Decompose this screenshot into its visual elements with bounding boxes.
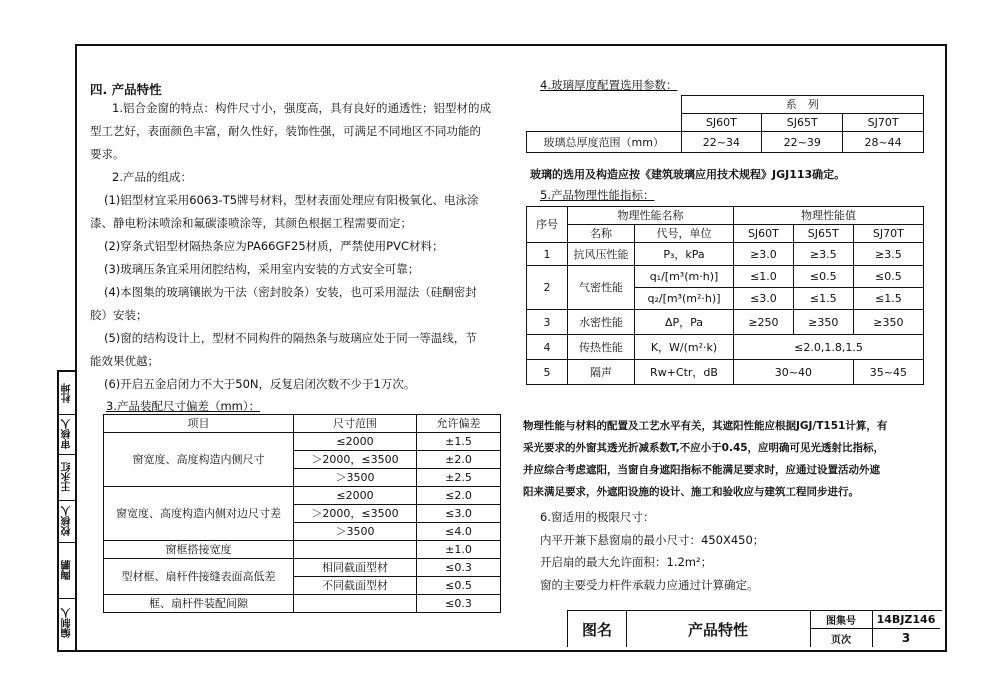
perf-val: ≤3.0 bbox=[734, 288, 794, 310]
title-block bbox=[567, 610, 942, 647]
glass-value: 22~34 bbox=[681, 132, 762, 153]
limit-line: 开启扇的最大允许面积：1.2m²； bbox=[540, 555, 713, 569]
set-number: 14BJZ146 bbox=[872, 611, 940, 629]
limit-line: 内平开兼下悬窗扇的最小尺寸：450X450； bbox=[540, 533, 765, 547]
row-range: 相同截面型材 bbox=[294, 559, 417, 577]
sidebar-text: 编制人 bbox=[62, 608, 73, 638]
sidebar-text: 审核人 bbox=[62, 419, 73, 449]
note-line: 物理性能与材料的配置及工艺水平有关，其遮阳性能应根据JGJ/T151计算，有 bbox=[523, 420, 888, 432]
perf-val: ≤1.0 bbox=[734, 266, 794, 288]
th-item: 项目 bbox=[104, 415, 294, 433]
row-tol: ≤3.0 bbox=[417, 505, 501, 523]
perf-name: 水密性能 bbox=[568, 310, 635, 335]
perf-no: 4 bbox=[527, 335, 568, 360]
perf-no: 1 bbox=[527, 243, 568, 266]
signature-strip bbox=[57, 370, 76, 652]
sidebar-cell bbox=[59, 500, 76, 543]
glass-note: 玻璃的选用及构造应按《建筑玻璃应用技术规程》JGJ113确定。 bbox=[530, 168, 846, 181]
performance-table bbox=[526, 206, 924, 385]
section-title: 四. 产品特性 bbox=[90, 82, 162, 97]
sidebar-text: 校核人 bbox=[62, 506, 73, 536]
row-item: 窗框搭接宽度 bbox=[104, 541, 294, 559]
glass-value: 28~44 bbox=[843, 132, 924, 153]
para-line: 漆、静电粉沫喷涂和氟碳漆喷涂等，其颜色根据工程需要而定； bbox=[90, 216, 412, 230]
th-sub-name: 名称 bbox=[568, 225, 635, 243]
th-sub-code: 代号，单位 bbox=[635, 225, 734, 243]
para-line: 胶）安装； bbox=[90, 308, 148, 322]
glass-series: SJ70T bbox=[843, 114, 924, 132]
row-item: 型材框、扇杆件接缝表面高低差 bbox=[104, 559, 294, 595]
drawing-name: 产品特性 bbox=[626, 611, 811, 647]
row-range: ＞2000，≤3500 bbox=[294, 451, 417, 469]
perf-no: 3 bbox=[527, 310, 568, 335]
perf-val: ≥3.5 bbox=[793, 243, 853, 266]
sidebar-text: 王永红 bbox=[62, 462, 73, 492]
set-label: 图集号 bbox=[810, 611, 873, 629]
perf-no: 2 bbox=[527, 266, 568, 310]
perf-val-merged: ≤2.0,1.8,1.5 bbox=[734, 335, 924, 360]
th-value: 物理性能值 bbox=[734, 207, 924, 225]
page-label: 页次 bbox=[810, 629, 873, 647]
row-tol: ≤0.3 bbox=[417, 595, 501, 613]
para-line: (5)窗的结构设计上，型材不同构件的隔热条与玻璃应处于同一等温线，节 bbox=[104, 331, 477, 345]
table-title: 3.产品装配尺寸偏差（mm）： bbox=[106, 399, 261, 413]
row-item: 窗宽度、高度构造内侧对边尺寸差 bbox=[104, 487, 294, 541]
row-tol: ≤0.3 bbox=[417, 559, 501, 577]
para-line: (6)开启五金启闭力不大于50N，反复启闭次数不少于1万次。 bbox=[104, 377, 416, 391]
th-tol: 允许偏差 bbox=[417, 415, 501, 433]
row-tol: ≤2.0 bbox=[417, 487, 501, 505]
row-tol: ±1.5 bbox=[417, 433, 501, 451]
perf-val-merged: 30~40 bbox=[734, 360, 854, 385]
perf-name: 气密性能 bbox=[568, 266, 635, 310]
perf-val: 35~45 bbox=[853, 360, 923, 385]
row-item: 框、扇杆件装配间隙 bbox=[104, 595, 294, 613]
para-line: 1.铝合金窗的特点：构件尺寸小，强度高，具有良好的通透性；铝型材的成 bbox=[112, 101, 491, 115]
perf-no: 5 bbox=[527, 360, 568, 385]
perf-code: K，W/(m²·k) bbox=[635, 335, 734, 360]
note-line: 阳来满足要求，外遮阳设施的设计、施工和验收应与建筑工程同步进行。 bbox=[523, 486, 859, 498]
sidebar-cell bbox=[59, 542, 76, 599]
para-line: (4)本图集的玻璃镶嵌为干法（密封胶条）安装，也可采用湿法（硅酮密封 bbox=[104, 285, 477, 299]
glass-table bbox=[526, 95, 924, 153]
note-line: 采光要求的外窗其透光折减系数T,不应小于0.45，应明确可见光透射比指标， bbox=[523, 442, 885, 454]
perf-val: ≤1.5 bbox=[853, 288, 923, 310]
sidebar-text: 陶鹏 bbox=[62, 560, 73, 580]
perf-code: q₁/[m³(m·h)] bbox=[635, 266, 734, 288]
limit-title: 6.窗适用的极限尺寸： bbox=[540, 510, 655, 524]
para-line: 要求。 bbox=[90, 147, 125, 161]
perf-name: 隔声 bbox=[568, 360, 635, 385]
sidebar-text: 杜坤 bbox=[62, 383, 73, 403]
glass-series: SJ60T bbox=[681, 114, 762, 132]
perf-name: 抗风压性能 bbox=[568, 243, 635, 266]
page-number: 3 bbox=[901, 631, 911, 645]
perf-code: ΔP，Pa bbox=[635, 310, 734, 335]
row-range: ＞2000，≤3500 bbox=[294, 505, 417, 523]
perf-val: ≤0.5 bbox=[793, 266, 853, 288]
th-series: SJ70T bbox=[853, 225, 923, 243]
note-line: 并应综合考虑遮阳，当窗自身遮阳指标不能满足要求时，应通过设置活动外遮 bbox=[523, 464, 880, 476]
th-series: SJ65T bbox=[793, 225, 853, 243]
glass-corner bbox=[527, 96, 682, 132]
perf-val: ≥3.5 bbox=[853, 243, 923, 266]
perf-code: Rw+Ctr，dB bbox=[635, 360, 734, 385]
perf-name: 传热性能 bbox=[568, 335, 635, 360]
row-item: 窗宽度、高度构造内侧尺寸 bbox=[104, 433, 294, 487]
perf-title: 5.产品物理性能指标： bbox=[540, 188, 655, 202]
sidebar-cell bbox=[59, 372, 76, 415]
para-line: (2)穿条式铝型材隔热条应为PA66GF25材质，严禁使用PVC材料； bbox=[104, 239, 444, 253]
row-range: ＞3500 bbox=[294, 469, 417, 487]
row-tol: ±1.0 bbox=[417, 541, 501, 559]
perf-val: ≥250 bbox=[734, 310, 794, 335]
row-range: ≤2000 bbox=[294, 487, 417, 505]
row-tol: ±2.0 bbox=[417, 451, 501, 469]
tolerance-table bbox=[103, 414, 501, 613]
row-range: ≤2000 bbox=[294, 433, 417, 451]
row-tol: ±2.5 bbox=[417, 469, 501, 487]
sidebar-cell bbox=[59, 414, 76, 455]
glass-row-label: 玻璃总厚度范围（mm） bbox=[527, 132, 682, 153]
th-range: 尺寸范围 bbox=[294, 415, 417, 433]
para-line: (3)玻璃压条宜采用闭腔结构，采用室内安装的方式安全可靠； bbox=[104, 262, 420, 276]
para-line: 2.产品的组成： bbox=[112, 170, 192, 184]
th-series: SJ60T bbox=[734, 225, 794, 243]
glass-series-label: 系 列 bbox=[681, 96, 924, 114]
glass-value: 22~39 bbox=[762, 132, 843, 153]
row-range bbox=[294, 541, 417, 559]
para-line: 型工艺好，表面颜色丰富，耐久性好，装饰性强，可满足不同地区不同功能的 bbox=[90, 124, 481, 138]
row-range: 不同截面型材 bbox=[294, 577, 417, 595]
perf-code: q₂/[m³(m²·h)] bbox=[635, 288, 734, 310]
perf-val: ≥350 bbox=[853, 310, 923, 335]
row-tol: ≤0.5 bbox=[417, 577, 501, 595]
perf-val: ≥350 bbox=[793, 310, 853, 335]
row-range: ＞3500 bbox=[294, 523, 417, 541]
limit-line: 窗的主要受力杆件承载力应通过计算确定。 bbox=[540, 578, 759, 592]
th-no: 序号 bbox=[527, 207, 568, 243]
perf-val: ≤0.5 bbox=[853, 266, 923, 288]
para-line: 能效果优越； bbox=[90, 354, 159, 368]
sidebar-cell bbox=[59, 598, 76, 648]
para-line: (1)铝型材宜采用6063-T5牌号材料，型材表面处理应有阳极氧化、电泳涂 bbox=[104, 193, 479, 207]
perf-code: P₃，kPa bbox=[635, 243, 734, 266]
glass-series: SJ65T bbox=[762, 114, 843, 132]
row-tol: ≤4.0 bbox=[417, 523, 501, 541]
title-label: 图名 bbox=[568, 611, 627, 647]
glass-title: 4.玻璃厚度配置选用参数： bbox=[540, 78, 678, 92]
sidebar-cell bbox=[59, 454, 76, 501]
th-name: 物理性能名称 bbox=[568, 207, 734, 225]
perf-val: ≤1.5 bbox=[793, 288, 853, 310]
perf-val: ≥3.0 bbox=[734, 243, 794, 266]
row-range bbox=[294, 595, 417, 613]
